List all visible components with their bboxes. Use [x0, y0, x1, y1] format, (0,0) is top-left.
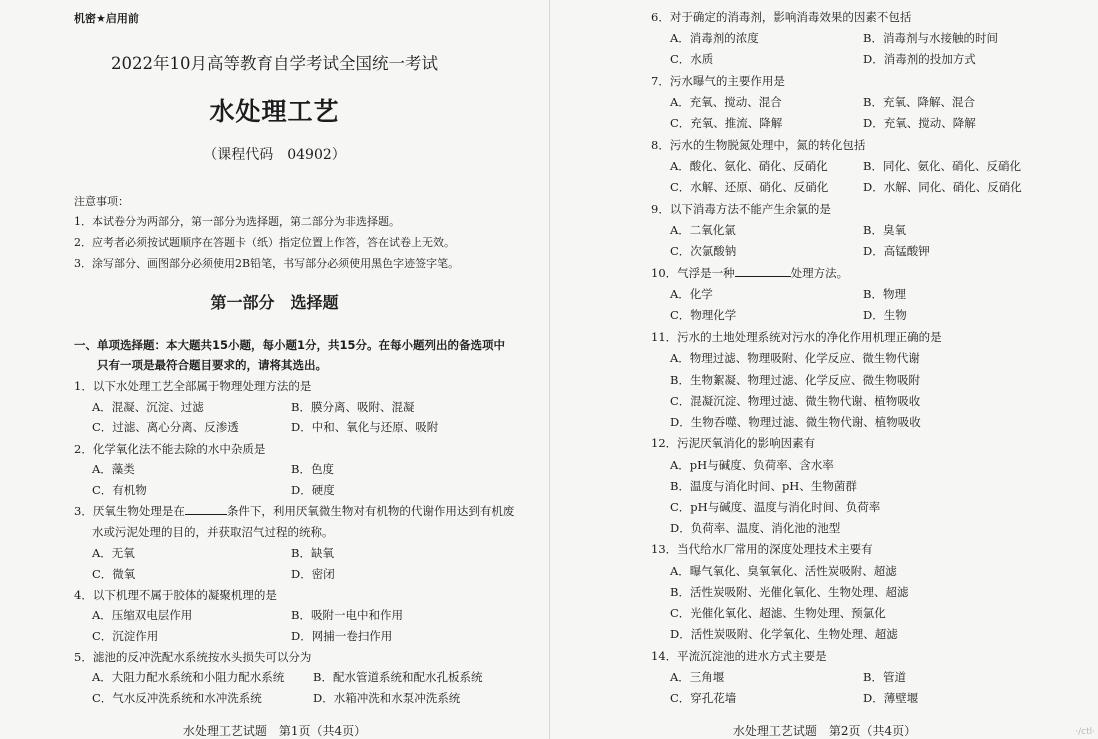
question-stem: 11．污水的土地处理系统对污水的净化作用机理正确的是: [651, 330, 942, 344]
exam-page-2: [549, 0, 1098, 739]
option-a: A．无氧: [92, 546, 135, 560]
option-c: C．过滤、离心分离、反渗透: [92, 420, 239, 434]
option-d: D．负荷率、温度、消化池的池型: [670, 521, 841, 535]
answer-blank: [185, 504, 227, 515]
option-d: D．薄壁堰: [863, 691, 919, 705]
question-stem: 9．以下消毒方法不能产生余氯的是: [651, 202, 831, 216]
question-stem: 2．化学氧化法不能去除的水中杂质是: [74, 442, 266, 456]
scan-watermark: ·/ctl·: [1075, 727, 1095, 737]
question-stem: 8．污水的生物脱氮处理中，氮的转化包括: [651, 138, 866, 152]
option-c: C．微氧: [92, 567, 136, 581]
section-instruction: 一、单项选择题：本大题共15小题，每小题1分，共15分。在每小题列出的备选项中: [74, 338, 506, 352]
option-d: D．水箱冲洗和水泵冲洗系统: [313, 691, 461, 705]
option-a: A．三角堰: [670, 670, 725, 684]
option-a: A．pH与碱度、负荷率、含水率: [670, 458, 834, 472]
option-b: B．同化、氨化、硝化、反硝化: [863, 159, 1021, 173]
question-stem: 7．污水曝气的主要作用是: [651, 74, 785, 88]
option-b: B．臭氧: [863, 223, 906, 237]
option-d: D．生物吞噬、物理过滤、微生物代谢、植物吸收: [670, 415, 921, 429]
option-a: A．混凝、沉淀、过滤: [92, 400, 204, 414]
option-a: A．大阻力配水系统和小阻力配水系统: [92, 670, 285, 684]
note-item: 3．涂写部分、画图部分必须使用2B铅笔，书写部分必须使用黑色字迹签字笔。: [74, 257, 460, 270]
option-b: B．充氧、降解、混合: [863, 95, 975, 109]
exam-title: 2022年10月高等教育自学考试全国统一考试: [111, 54, 438, 73]
stem-text: 10．气浮是一种: [651, 266, 735, 280]
part-one-title: 第一部分 选择题: [210, 293, 339, 312]
option-a: A．充氧、搅动、混合: [670, 95, 782, 109]
option-d: D．网捕一卷扫作用: [291, 629, 393, 643]
option-d: D．中和、氧化与还原、吸附: [291, 420, 439, 434]
option-c: C．充氧、推流、降解: [670, 116, 783, 130]
option-b: B．活性炭吸附、光催化氧化、生物处理、超滤: [670, 585, 909, 599]
option-b: B．管道: [863, 670, 906, 684]
option-c: C．穿孔花墙: [670, 691, 737, 705]
option-c: C．水解、还原、硝化、反硝化: [670, 180, 829, 194]
stem-text: 3．厌氧生物处理是在: [74, 504, 185, 518]
option-a: A．消毒剂的浓度: [670, 31, 759, 45]
option-a: A．曝气氧化、臭氧氧化、活性炭吸附、超滤: [670, 564, 897, 578]
option-b: B．吸附一电中和作用: [291, 608, 403, 622]
page-footer: 水处理工艺试题 第2页（共4页）: [732, 724, 917, 738]
question-stem: 1．以下水处理工艺全部属于物理处理方法的是: [74, 379, 312, 393]
course-code: （课程代码 04902）: [203, 147, 346, 163]
option-c: C．光催化氧化、超滤、生物处理、预氯化: [670, 606, 886, 620]
option-a: A．压缩双电层作用: [92, 608, 193, 622]
option-b: B．缺氧: [291, 546, 334, 560]
notes-heading: 注意事项：: [74, 195, 129, 208]
option-d: D．充氧、搅动、降解: [863, 116, 976, 130]
option-c: C．有机物: [92, 483, 147, 497]
option-b: B．消毒剂与水接触的时间: [863, 31, 998, 45]
question-stem: [651, 265, 848, 281]
option-c: C．次氯酸钠: [670, 244, 737, 258]
option-c: C．混凝沉淀、物理过滤、微生物代谢、植物吸收: [670, 394, 921, 408]
question-stem: 13．当代给水厂常用的深度处理技术主要有: [651, 542, 873, 556]
option-c: C．pH与碱度、温度与消化时间、负荷率: [670, 500, 881, 514]
answer-blank: [735, 266, 791, 277]
confidential-label: 机密★启用前: [74, 12, 139, 25]
question-stem: 14．平流沉淀池的进水方式主要是: [651, 649, 827, 663]
option-b: B．色度: [291, 462, 334, 476]
option-d: D．密闭: [291, 567, 335, 581]
option-a: A．二氧化氯: [670, 223, 736, 237]
option-d: D．高锰酸钾: [863, 244, 930, 258]
option-b: B．物理: [863, 287, 906, 301]
option-d: D．水解、同化、硝化、反硝化: [863, 180, 1022, 194]
note-item: 2．应考者必须按试题顺序在答题卡（纸）指定位置上作答，答在试卷上无效。: [74, 236, 455, 249]
option-d: D．生物: [863, 308, 907, 322]
question-stem: 12．污泥厌氧消化的影响因素有: [651, 436, 816, 450]
option-c: C．沉淀作用: [92, 629, 159, 643]
question-stem: [74, 503, 514, 519]
stem-text: 条件下，利用厌氧微生物对有机物的代谢作用达到有机废: [226, 504, 515, 518]
subject-title: 水处理工艺: [209, 97, 340, 126]
question-stem: 6．对于确定的消毒剂，影响消毒效果的因素不包括: [651, 10, 912, 24]
note-item: 1．本试卷分为两部分，第一部分为选择题，第二部分为非选择题。: [74, 215, 400, 228]
option-a: A．酸化、氨化、硝化、反硝化: [670, 159, 828, 173]
option-c: C．物理化学: [670, 308, 737, 322]
option-c: C．水质: [670, 52, 714, 66]
option-d: D．硬度: [291, 483, 335, 497]
stem-text: 处理方法。: [790, 266, 849, 280]
option-a: A．物理过滤、物理吸附、化学反应、微生物代谢: [670, 351, 920, 365]
section-instruction: 只有一项是最符合题目要求的，请将其选出。: [97, 358, 327, 372]
question-stem: 4．以下机理不属于胶体的凝聚机理的是: [74, 588, 277, 602]
option-b: B．膜分离、吸附、混凝: [291, 400, 415, 414]
question-stem: 5．滤池的反冲洗配水系统按水头损失可以分为: [74, 650, 312, 664]
option-b: B．温度与消化时间、pH、生物菌群: [670, 479, 857, 493]
option-d: D．活性炭吸附、化学氧化、生物处理、超滤: [670, 627, 898, 641]
page-footer: 水处理工艺试题 第1页（共4页）: [182, 724, 367, 738]
option-c: C．气水反冲洗系统和水冲洗系统: [92, 691, 262, 705]
option-b: B．生物絮凝、物理过滤、化学反应、微生物吸附: [670, 373, 920, 387]
option-a: A．化学: [670, 287, 713, 301]
option-a: A．藻类: [92, 462, 135, 476]
option-b: B．配水管道系统和配水孔板系统: [313, 670, 483, 684]
question-stem: 水或污泥处理的目的，并获取沼气过程的统称。: [92, 525, 334, 539]
option-d: D．消毒剂的投加方式: [863, 52, 976, 66]
